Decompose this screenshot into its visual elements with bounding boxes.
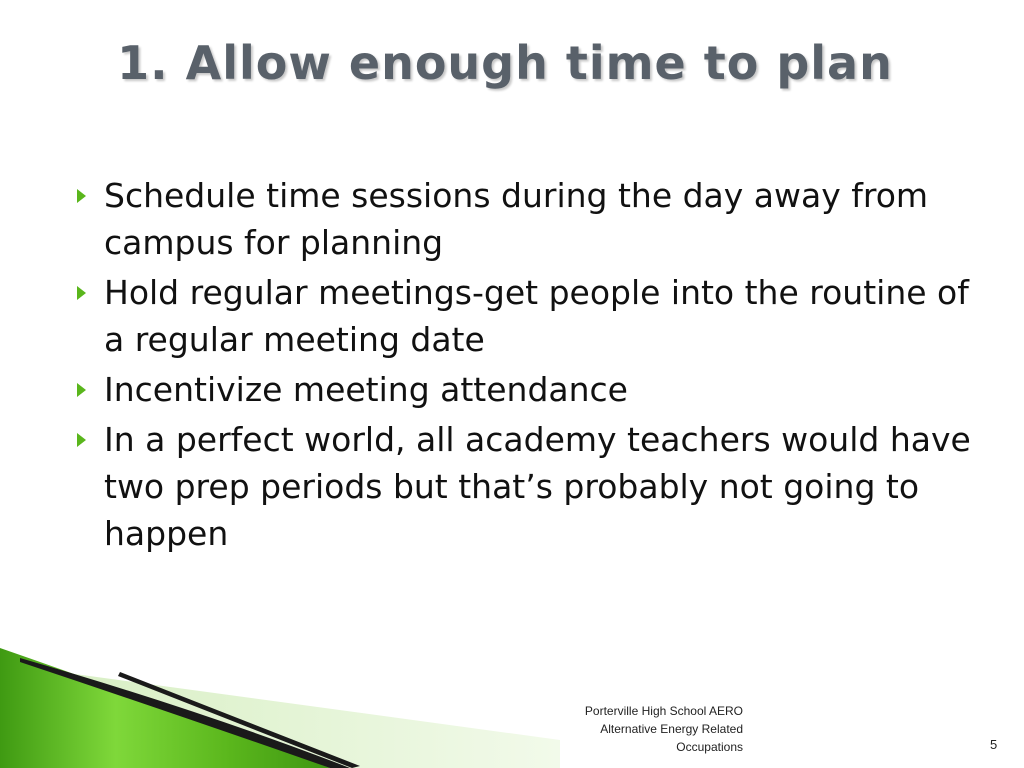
bullet-text: Incentivize meeting attendance — [104, 370, 628, 409]
bullet-text: Schedule time sessions during the day away from campus for planning — [104, 176, 929, 262]
footer-line: Occupations — [676, 740, 743, 754]
bullet-text: Hold regular meetings-get people into the routine of a regular meeting date — [104, 273, 969, 359]
slide-title: 1. Allow enough time to plan — [117, 36, 893, 90]
bullet-text: In a perfect world, all academy teachers would have two prep periods but that’s probably not going to happen — [104, 420, 971, 553]
footer-line: Alternative Energy Related — [600, 722, 743, 736]
footer-line: Porterville High School AERO — [584, 704, 743, 718]
footer-text — [513, 702, 743, 756]
page-number: 5 — [990, 737, 998, 752]
